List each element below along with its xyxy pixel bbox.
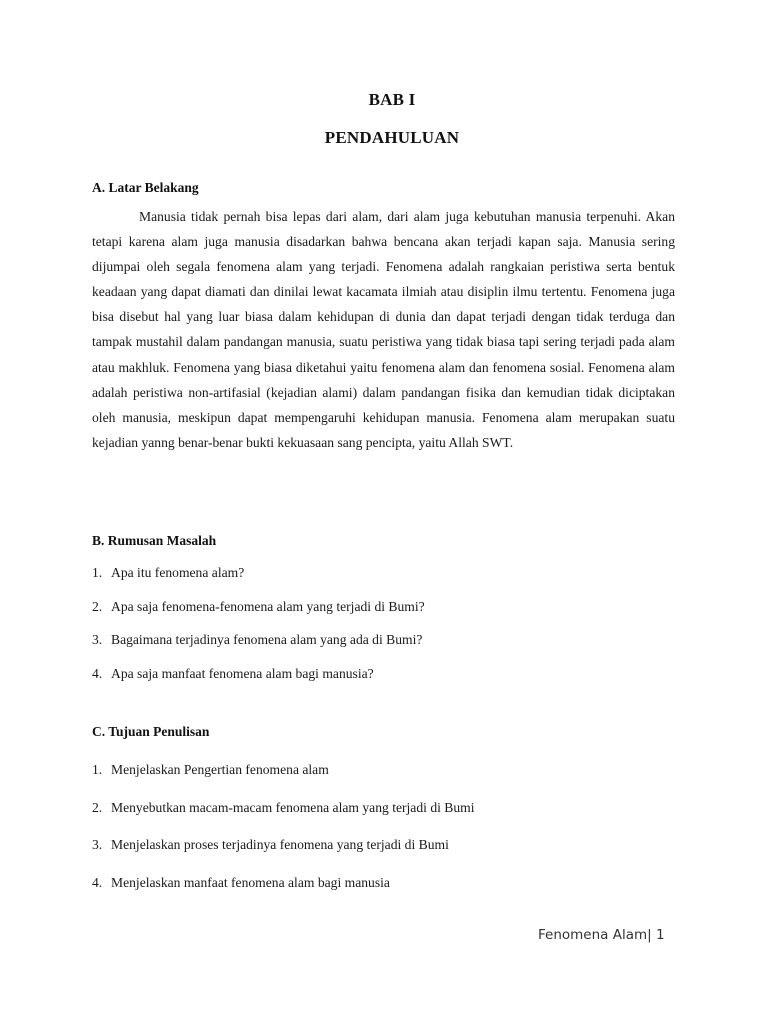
list-item-number: 3. xyxy=(92,837,103,852)
list-item-number: 2. xyxy=(92,598,103,614)
list-item xyxy=(92,632,425,666)
list-item xyxy=(92,565,425,599)
list-item-number: 2. xyxy=(92,799,103,815)
problem-statement-list xyxy=(92,565,425,700)
background-paragraph: Manusia tidak pernah bisa lepas dari alam, dari alam juga kebutuhan manusia terpenuhi. Akan tetapi karena alam juga manusia disadarkan bahwa bencana akan terjadi kapan saja. Manusia sering dijumpai oleh segala fenomena alam yang terjadi. Fenomena adalah rangkaian peristiwa serta bentuk keadaan yang dapat diamati dan dinilai lewat kacamata ilmiah atau disiplin ilmu tertentu. Fenomena juga bisa disebut hal yang luar biasa dalam kehidupan di dunia dan dapat terjadi dengan tidak terduga dan tampak mustahil dalam pandangan manusia, suatu peristiwa yang tidak biasa tapi sering terjadi pada alam atau makhluk. Fenomena yang biasa diketahui yaitu fenomena alam dan fenomena sosial. Fenomena alam adalah peristiwa non-artifasial (kejadian alami) dalam pandangan fisika dan kemudian tidak diciptakan oleh manusia, meskipun dapat mempengaruhi kehidupan manusia. Fenomena alam merupakan suatu kejadian yanng benar-benar bukti kekuasaan sang pencipta, yaitu Allah SWT. xyxy=(92,209,675,450)
list-item-text: Menjelaskan proses terjadinya fenomena yang terjadi di Bumi xyxy=(111,837,449,852)
list-item-text: Apa saja manfaat fenomena alam bagi manusia? xyxy=(111,666,374,682)
list-item-text: Menjelaskan Pengertian fenomena alam xyxy=(111,762,329,777)
list-item xyxy=(92,666,425,700)
list-item-text: Apa itu fenomena alam? xyxy=(111,565,245,580)
section-heading-latar-belakang: A. Latar Belakang xyxy=(92,180,199,195)
list-item-number: 4. xyxy=(92,666,103,682)
list-item-text: Menjelaskan manfaat fenomena alam bagi manusia xyxy=(111,874,390,890)
list-item-text: Bagaimana terjadinya fenomena alam yang ada di Bumi? xyxy=(111,632,423,648)
list-item xyxy=(92,875,475,913)
list-item-number: 3. xyxy=(92,632,103,648)
list-item-text: Apa saja fenomena-fenomena alam yang terjadi di Bumi? xyxy=(111,598,425,614)
list-item-number: 1. xyxy=(92,565,103,580)
list-item-number: 1. xyxy=(92,762,103,777)
chapter-title: PENDAHULUAN xyxy=(324,128,460,147)
list-item xyxy=(92,762,475,800)
writing-objectives-list xyxy=(92,762,475,912)
chapter-number: BAB I xyxy=(368,90,416,109)
page-footer: Fenomena Alam| 1 xyxy=(538,927,665,943)
list-item xyxy=(92,599,425,633)
section-heading-rumusan-masalah: B. Rumusan Masalah xyxy=(92,533,217,548)
list-item xyxy=(92,800,475,838)
list-item xyxy=(92,837,475,875)
list-item-text: Menyebutkan macam-macam fenomena alam yang terjadi di Bumi xyxy=(111,799,475,815)
section-heading-tujuan-penulisan: C. Tujuan Penulisan xyxy=(92,724,210,739)
list-item-number: 4. xyxy=(92,874,103,890)
